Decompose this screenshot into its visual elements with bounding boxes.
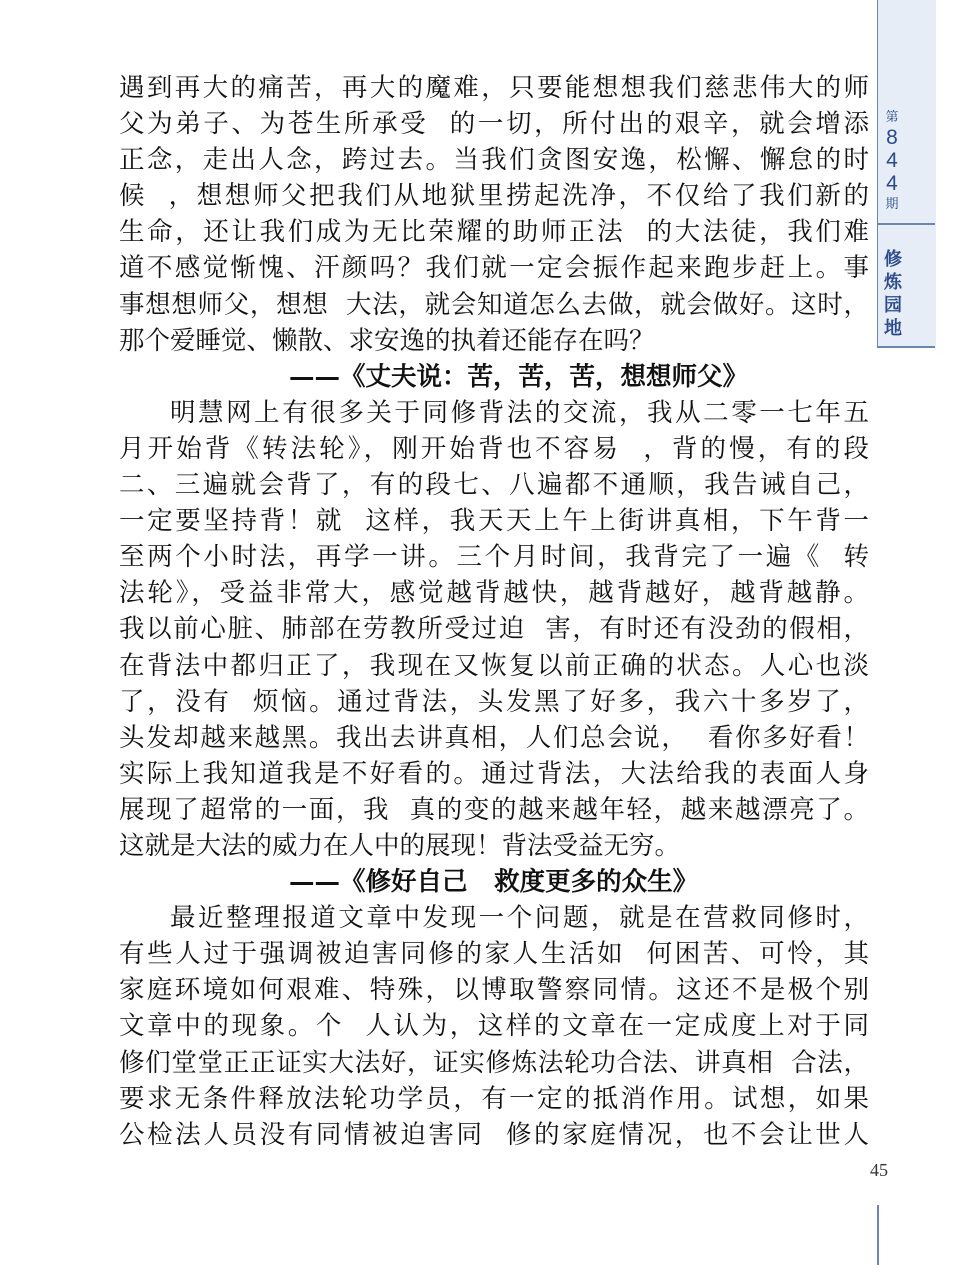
body-line: 这就是大法的威力在人中的展现！背法受益无穷。 [119, 830, 681, 861]
body-line: 要求无条件释放法轮功学员，有一定的抵消作用。试想，如果 [119, 1083, 869, 1114]
body-line: 我以前心脏、肺部在劳教所受过迫 害，有时还有没劲的假相， [119, 614, 869, 645]
issue-number [877, 108, 907, 213]
body-line: 遇到再大的痛苦，再大的魔难，只要能想想我们慈悲伟大的师 [119, 73, 869, 103]
body-line: 月开始背《转法轮》，刚开始背也不容易 ，背的慢，有的段 [119, 433, 869, 464]
body-line: 正念，走出人念，跨过去。当我们贪图安逸，松懈、懈怠的时 [119, 145, 869, 176]
body-line: 家庭环境如何艰难、特殊，以博取警察同情。这还不是极个别 [119, 975, 869, 1006]
sidebar-bottom-rule [877, 346, 935, 348]
source-citation: ——《修好自己 救度更多的众生》 [289, 867, 699, 898]
column-char: 园 [884, 295, 902, 316]
issue-suffix: 期 [885, 196, 899, 211]
body-line: 父为弟子、为苍生所承受 的一切，所付出的艰辛，就会增添 [119, 109, 869, 140]
issue-prefix: 第 [885, 109, 899, 124]
body-line: 候 ，想想师父把我们从地狱里捞起洗净，不仅给了我们新的 [119, 181, 869, 212]
column-char: 修 [884, 249, 902, 270]
article-body [119, 70, 869, 1153]
source-citation: ——《丈夫说：苦，苦，苦，想想师父》 [289, 361, 749, 392]
body-line: 明慧网上有很多关于同修背法的交流，我从二零一七年五 [170, 397, 869, 428]
body-line: 展现了超常的一面，我 真的变的越来越年轻，越来越漂亮了。 [119, 794, 869, 825]
column-char: 地 [884, 318, 902, 339]
body-line: 一定要坚持背！就 这样，我天天上午上街讲真相，下午背一 [119, 506, 869, 537]
body-line: 实际上我知道我是不好看的。通过背法，大法给我的表面人身 [119, 758, 869, 789]
body-line: 那个爱睡觉、懒散、求安逸的执着还能存在吗？ [119, 325, 655, 356]
column-name [877, 248, 909, 340]
body-line: 二、三遍就会背了，有的段七、八遍都不通顺，我告诫自己， [119, 470, 869, 501]
column-char: 炼 [884, 272, 902, 293]
issue-digit: 8 [886, 126, 898, 149]
sidebar-divider [877, 223, 935, 225]
body-line: 文章中的现象。个 人认为，这样的文章在一定成度上对于同 [119, 1011, 869, 1042]
body-line: 修们堂堂正正证实大法好，证实修炼法轮功合法、讲真相 合法， [119, 1047, 869, 1078]
page-edge-rule [877, 1205, 879, 1265]
body-line: 公检法人员没有同情被迫害同 修的家庭情况，也不会让世人 [119, 1119, 869, 1150]
body-line: 有些人过于强调被迫害同修的家人生活如 何困苦、可怜，其 [119, 939, 869, 970]
body-line: 头发却越来越黑。我出去讲真相，人们总会说， 看你多好看！ [119, 722, 869, 753]
body-line: 了，没有 烦恼。通过背法，头发黑了好多，我六十多岁了， [119, 686, 869, 717]
page-number: 45 [870, 1160, 888, 1180]
body-line: 在背法中都归正了，我现在又恢复以前正确的状态。人心也淡 [119, 650, 869, 681]
body-line: 事想想师父，想想 大法，就会知道怎么去做，就会做好。这时， [119, 289, 869, 320]
body-line: 法轮》，受益非常大，感觉越背越快，越背越好，越背越静。 [119, 578, 869, 609]
issue-digit: 4 [886, 149, 898, 172]
body-line: 道不感觉惭愧、汗颜吗？我们就一定会振作起来跑步赶上。事 [119, 253, 869, 284]
body-line: 至两个小时法，再学一讲。三个月时间，我背完了一遍《 转 [119, 542, 869, 573]
body-line: 最近整理报道文章中发现一个问题，就是在营救同修时， [170, 903, 869, 934]
issue-digit: 4 [886, 172, 898, 195]
body-line: 生命，还让我们成为无比荣耀的助师正法 的大法徒，我们难 [119, 217, 869, 248]
